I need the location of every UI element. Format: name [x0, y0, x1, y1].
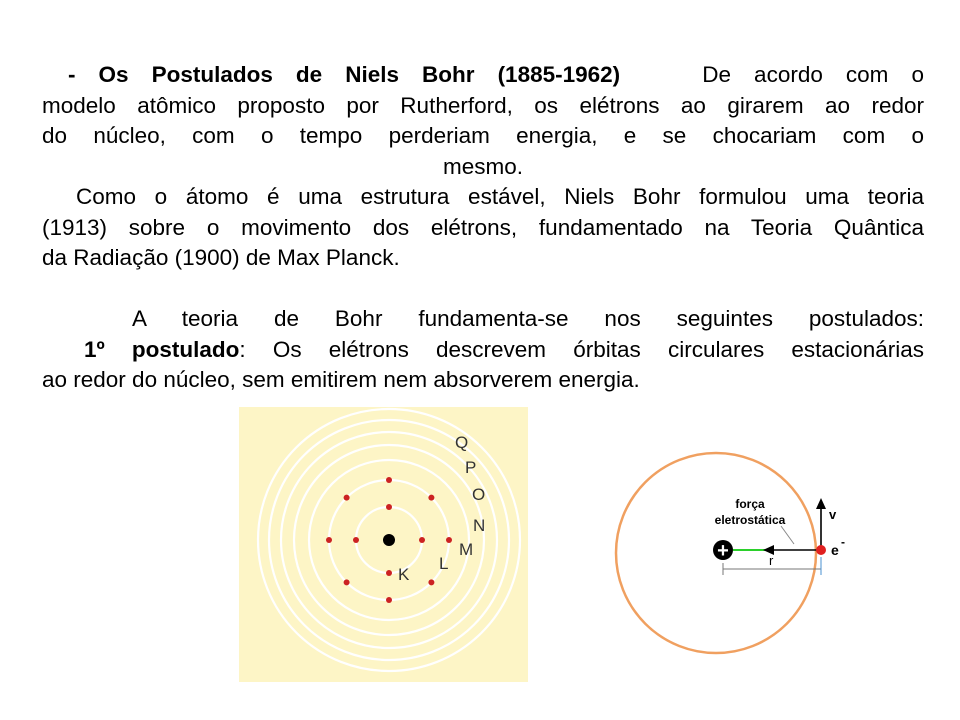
section-title: - Os Postulados de Niels Bohr (1885-1962): [68, 62, 621, 87]
force-label-line-2: eletrostática: [714, 513, 786, 527]
electron-dot: [386, 504, 392, 510]
electron-dot: [446, 537, 452, 543]
force-label-pointer: [781, 526, 794, 544]
shell-label-m: M: [459, 540, 474, 559]
first-postulate-label: 1º postulado: [84, 336, 240, 362]
nucleus-plus-sign: +: [717, 540, 729, 562]
intro-line-6: (1913) sobre o movimento dos elétrons, fundamentado na Teoria Quântica: [42, 214, 924, 240]
intro-line-4: mesmo.: [442, 153, 523, 179]
electron-dot: [353, 537, 359, 543]
nucleus: [383, 534, 395, 546]
radius-label: r: [769, 553, 774, 568]
bohr-shells-figure: [239, 407, 528, 682]
shell-label-q: Q: [455, 433, 469, 452]
force-label-line-1: força: [735, 497, 765, 511]
intro-line-7: da Radiação (1900) de Max Planck.: [42, 245, 400, 270]
paragraph-postulates: [42, 304, 924, 396]
intro-line-2: modelo atômico proposto por Rutherford, os elétrons ao girarem ao redor: [42, 92, 924, 118]
electron-dot: [386, 477, 392, 483]
electron-dot: [344, 495, 350, 501]
electron-dot: [386, 597, 392, 603]
electron-dot: [344, 579, 350, 585]
intro-line-1-rest: De acordo com o: [702, 62, 924, 87]
intro-line-5: Como o átomo é uma estrutura estável, Niels Bohr formulou uma teoria: [76, 184, 924, 209]
electron-dot: [428, 579, 434, 585]
first-postulate-text: : Os elétrons descrevem órbitas circulares estacionárias: [239, 336, 924, 362]
shell-label-l: L: [439, 554, 449, 573]
velocity-label: v: [829, 507, 837, 522]
shell-label-p: P: [465, 458, 477, 477]
electron-dot: [428, 495, 434, 501]
electron-dot: [419, 537, 425, 543]
electron-label: e: [831, 542, 839, 558]
postulates-line-1: A teoria de Bohr fundamenta-se nos seguintes postulados:: [132, 306, 924, 331]
intro-line-3: do núcleo, com o tempo perderiam energia, e se chocariam com o: [42, 123, 924, 148]
shell-label-o: O: [472, 485, 486, 504]
electron-charge: -: [841, 535, 845, 549]
orbit-force-figure: [605, 448, 865, 658]
postulates-line-3: ao redor do núcleo, sem emitirem nem absorverem energia.: [42, 367, 640, 392]
velocity-arrow-head: [816, 498, 826, 509]
electron: [816, 545, 826, 555]
electron-dot: [386, 570, 392, 576]
shell-label-k: K: [398, 565, 410, 584]
postulates-line-2: [42, 335, 924, 366]
paragraph-intro: [42, 60, 924, 274]
electron-dot: [326, 537, 332, 543]
shell-label-n: N: [473, 516, 486, 535]
intro-line-1: [42, 60, 924, 91]
